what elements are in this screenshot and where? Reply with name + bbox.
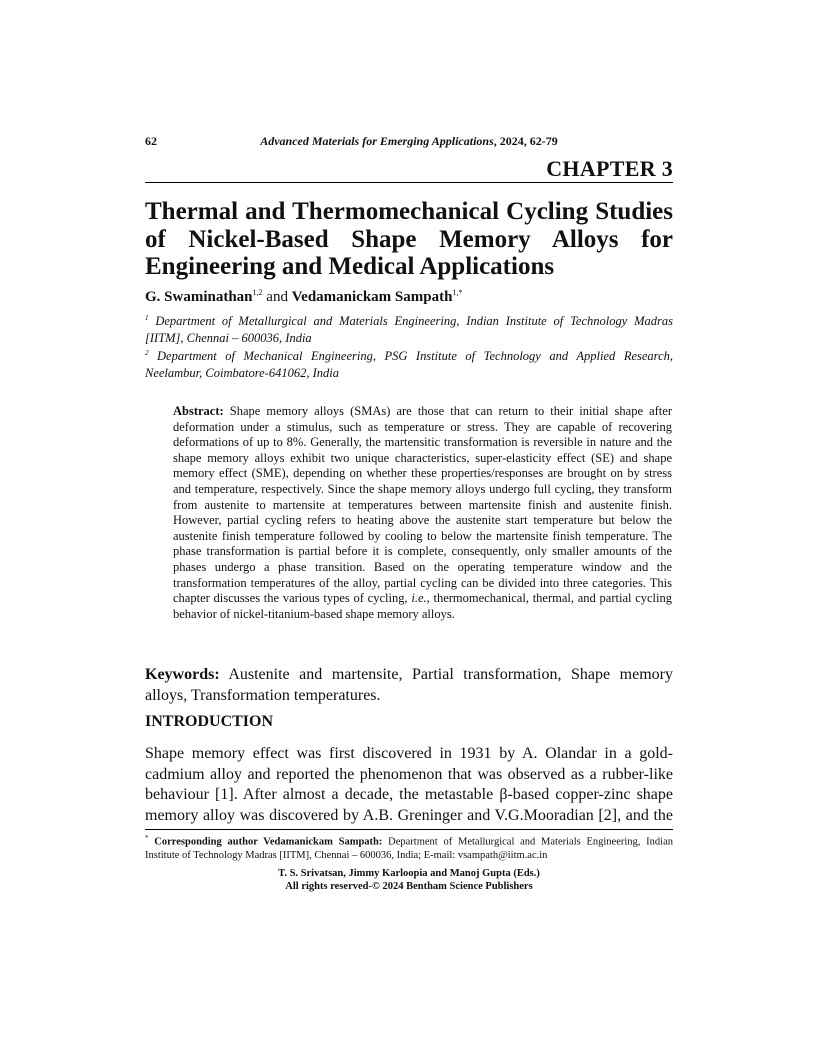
- abstract-text: Shape memory alloys (SMAs) are those that can return to their initial shape after deformation under a stimulus, such as temperature or stress. They are capable of recovering deformations of up to 8%. Generally, the martensitic transformation is reversible in nature and the shape memory alloys exhibit two unique characteristics, super-elasticity effect (SE) and shape memory effect (SME), depending on whether these properties/responses are brought on by stress and temperature, respectively. Since the shape memory alloys undergo full cycling, they transform from austenite to martensite at temperatures between martensite finish and austenite finish. However, partial cycling refers to heating above the austenite start temperature but below the austenite finish temperature followed by cooling to below the martensite finish temperature. The phase transformation is partial before it is complete, consequently, only smaller amounts of the phases undergo a phase transition. Based on the operating temperature window and the transformation temperatures of the alloy, partial cycling can be divided into three categories. This chapter discusses the various types of cycling,: [173, 404, 672, 606]
- author-connector: and: [262, 289, 292, 305]
- affiliation-mark: 2: [145, 349, 149, 357]
- author-affiliation-mark: 1,2: [252, 288, 263, 297]
- abstract-text: , thermomechanical, thermal, and partial cycling behavior of nickel-titanium-based shape memory alloys.: [173, 591, 673, 621]
- abstract-italic: i.e.: [411, 591, 427, 606]
- footnote-text: Department of Metallurgical and Materials Engineering, Indian Institute of Technology Madras [IITM], Chennai – 600036, India; E-mail: vsampath@iitm.ac.in: [145, 836, 673, 861]
- keywords-label: Keywords:: [145, 666, 220, 683]
- journal-citation: , 2024, 62-79: [493, 134, 558, 148]
- page-number: 62: [145, 134, 157, 148]
- footnote: [145, 832, 673, 862]
- keywords-text: Austenite and martensite, Partial transformation, Shape memory alloys, Transformation temperatures.: [145, 666, 673, 704]
- footer-copyright: All rights reserved-© 2024 Bentham Science Publishers: [285, 881, 533, 892]
- author-name: Vedamanickam Sampath: [291, 289, 453, 305]
- footer-editors: T. S. Srivatsan, Jimmy Karloopia and Manoj Gupta (Eds.): [278, 868, 540, 879]
- keywords: [145, 664, 673, 706]
- footnote-label: Corresponding author Vedamanickam Sampath:: [148, 836, 383, 848]
- author-name: G. Swaminathan: [145, 289, 253, 305]
- affiliation: [145, 345, 673, 382]
- author-affiliation-mark: 1,*: [452, 288, 463, 297]
- affiliation: [145, 310, 673, 347]
- journal-title: Advanced Materials for Emerging Applications: [260, 134, 494, 148]
- author-line: [145, 288, 673, 306]
- chapter-title: Thermal and Thermomechanical Cycling Studies of Nickel-Based Shape Memory Alloys for Engineering and Medical Applications: [145, 198, 673, 280]
- affiliation-text: Department of Mechanical Engineering, PSG Institute of Technology and Applied Research, Neelambur, Coimbatore-641062, India: [145, 349, 673, 381]
- affiliation-text: Department of Metallurgical and Materials Engineering, Indian Institute of Technology Madras [IITM], Chennai – 600036, India: [145, 314, 673, 346]
- section-heading: INTRODUCTION: [145, 713, 274, 730]
- abstract-label: Abstract:: [173, 404, 224, 418]
- chapter-divider: [145, 182, 673, 183]
- footnote-divider: [145, 829, 673, 830]
- running-header: [145, 134, 673, 149]
- body-paragraph: Shape memory effect was first discovered in 1931 by A. Olandar in a gold-cadmium alloy and reported the phenomenon that was observed as a rubber-like behaviour [1]. After almost a decade, the metastable β-based copper-zinc shape memory alloy was discovered by A.B. Greninger and V.G.Mooradian [2], and the: [145, 745, 673, 824]
- abstract: [173, 404, 672, 622]
- footnote-mark: *: [145, 834, 149, 842]
- affiliation-mark: 1: [145, 314, 149, 322]
- chapter-label: CHAPTER 3: [546, 156, 673, 181]
